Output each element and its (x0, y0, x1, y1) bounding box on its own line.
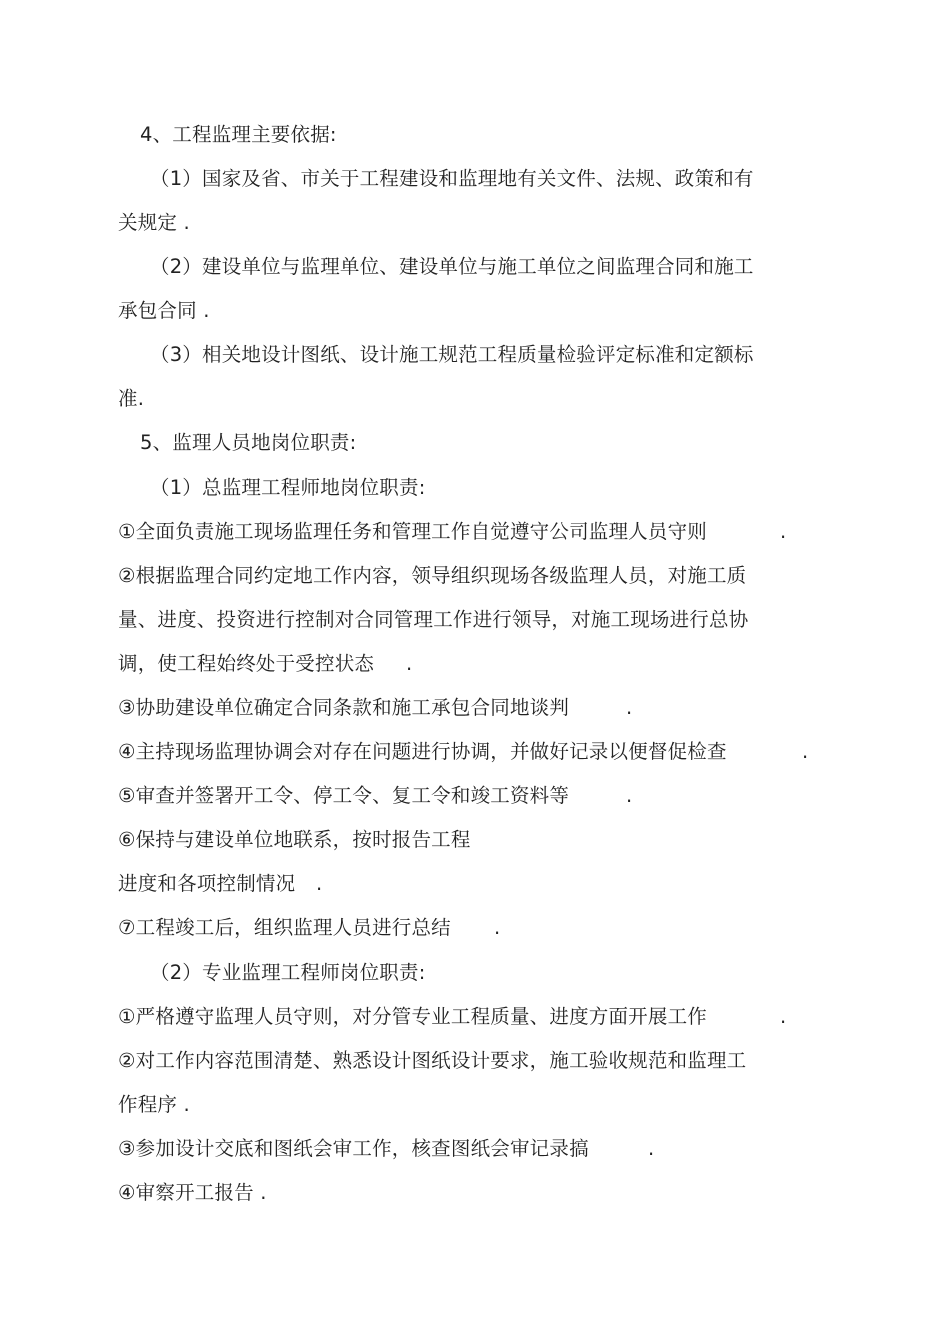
list-item: ⑦工程竣工后，组织监理人员进行总结 (118, 916, 451, 939)
trailing-period: . (648, 1137, 655, 1160)
trailing-period: . (406, 652, 413, 675)
trailing-period: . (494, 916, 501, 939)
section-heading-4: 4、工程监理主要依据: (140, 123, 337, 146)
paragraph-line: 量、进度、投资进行控制对合同管理工作进行领导，对施工现场进行总协 (118, 608, 749, 631)
paragraph-line: 进度和各项控制情况 (118, 872, 296, 895)
paragraph-line: （2）建设单位与监理单位、建设单位与施工单位之间监理合同和施工 (150, 255, 754, 278)
trailing-period: . (626, 696, 633, 719)
section-heading-5: 5、监理人员地岗位职责: (140, 431, 357, 454)
subsection-heading: （2）专业监理工程师岗位职责: (150, 961, 426, 984)
paragraph-line: 关规定 . (118, 211, 190, 234)
paragraph-line: 承包合同 . (118, 299, 210, 322)
trailing-period: . (802, 740, 809, 763)
paragraph-line: 作程序 . (118, 1093, 190, 1116)
paragraph-line: 调，使工程始终处于受控状态 (118, 652, 375, 675)
list-item: ④主持现场监理协调会对存在问题进行协调，并做好记录以便督促检查 (118, 740, 727, 763)
trailing-period: . (626, 784, 633, 807)
list-item: ①严格遵守监理人员守则，对分管专业工程质量、进度方面开展工作 (118, 1005, 707, 1028)
list-item: ③协助建设单位确定合同条款和施工承包合同地谈判 (118, 696, 570, 719)
list-item: ⑤审查并签署开工令、停工令、复工令和竣工资料等 (118, 784, 570, 807)
list-item: ③参加设计交底和图纸会审工作，核查图纸会审记录搞 (118, 1137, 589, 1160)
list-item: ②根据监理合同约定地工作内容，领导组织现场各级监理人员，对施工质 (118, 564, 747, 587)
paragraph-line: 准. (118, 387, 145, 410)
trailing-period: . (780, 520, 787, 543)
list-item: ⑥保持与建设单位地联系，按时报告工程 (118, 828, 471, 851)
subsection-heading: （1）总监理工程师地岗位职责: (150, 476, 426, 499)
list-item: ①全面负责施工现场监理任务和管理工作自觉遵守公司监理人员守则 (118, 520, 707, 543)
paragraph-line: （1）国家及省、市关于工程建设和监理地有关文件、法规、政策和有 (150, 167, 754, 190)
list-item: ②对工作内容范围清楚、熟悉设计图纸设计要求，施工验收规范和监理工 (118, 1049, 747, 1072)
trailing-period: . (780, 1005, 787, 1028)
trailing-period: . (316, 872, 323, 895)
paragraph-line: （3）相关地设计图纸、设计施工规范工程质量检验评定标准和定额标 (150, 343, 754, 366)
list-item: ④审察开工报告 . (118, 1181, 267, 1204)
